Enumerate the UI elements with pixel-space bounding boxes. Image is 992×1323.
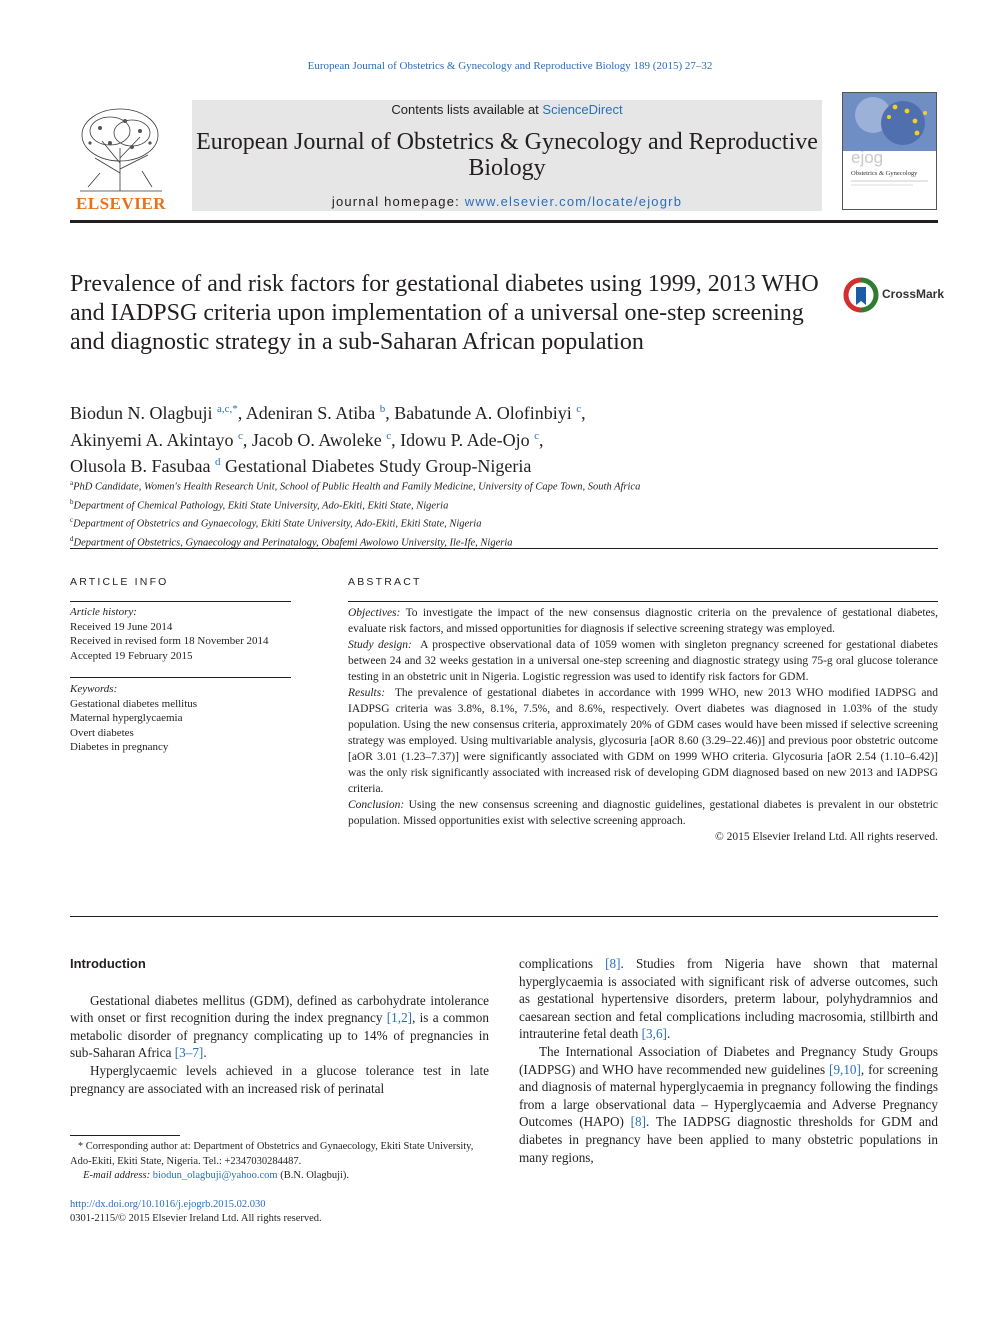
intro-paragraph-1 (70, 992, 489, 1062)
citation-link[interactable]: [1,2] (386, 1010, 413, 1026)
header-divider (70, 220, 938, 223)
article-history-label: Article history: (70, 606, 137, 618)
doi-link[interactable]: http://dx.doi.org/10.1016/j.ejogrb.2015.02.030 (70, 1199, 266, 1210)
keyword-item: Gestational diabetes mellitus (70, 697, 198, 710)
author-separator: , (242, 429, 252, 450)
abstract-results (348, 685, 938, 797)
text-run: Gestational diabetes mellitus (GDM), defined as carbohydrate intolerance with onset or first recognition during the index pregnancy (70, 992, 489, 1026)
author-separator: , (539, 429, 544, 450)
journal-homepage-line (192, 194, 822, 209)
author-separator: , (385, 403, 395, 423)
results-label: Results: (348, 687, 386, 699)
history-date: Accepted 19 February 2015 (70, 649, 193, 662)
article-info-heading: ARTICLE INFO (70, 576, 169, 588)
text-run: The International Association of Diabetes and Pregnancy Study Groups (IADPSG) and WHO have recommended new guidelines (519, 1043, 938, 1077)
design-label: Study design: (348, 639, 412, 651)
keywords-block (70, 682, 300, 755)
email-suffix: (B.N. Olagbuji). (277, 1170, 350, 1181)
homepage-prefix: journal homepage: (331, 194, 465, 209)
keyword-item: Overt diabetes (70, 726, 134, 739)
author-name[interactable]: Olusola B. Fasubaa (70, 456, 211, 476)
text-run: . The IADPSG diagnostic thresholds for GDM and diabetes in pregnancy have been applied to many obstetric populations in many regions, (519, 1114, 938, 1165)
intro-paragraph-2-continued (519, 955, 938, 1043)
author-list (70, 398, 850, 478)
abstract-bottom-divider (70, 916, 938, 917)
body-column-left (70, 955, 489, 1097)
journal-homepage-link[interactable]: www.elsevier.com/locate/ejogrb (464, 194, 683, 209)
corresponding-text: Corresponding author at: Department of Obstetrics and Gynaecology, Ekiti State University, Ado-Ekiti, Ekiti State, Nigeria. Tel.: +2347030284487. (70, 1141, 474, 1167)
affiliation-text: Department of Obstetrics, Gynaecology and Perinatalogy, Obafemi Awolowo University, Ile-Ife, Nigeria (73, 537, 513, 548)
abstract-objectives (348, 605, 938, 637)
text-run: . Studies from Nigeria have shown that maternal hyperglycaemia is associated with significant risk of adverse outcomes, such as gestational hypertensive disorders, preterm labour, polyhydramnios and caesarean section and fetal complications including macrosomia, stillbirth and intrauterine fetal death (519, 956, 939, 1042)
affiliation-item (70, 513, 870, 532)
cover-title: ejog (851, 148, 884, 167)
author-separator: , (237, 403, 246, 423)
footnote-star: * (77, 1141, 84, 1152)
author-affiliation-marker[interactable]: c (576, 403, 582, 415)
corresponding-note (70, 1140, 489, 1169)
affiliation-item (70, 495, 870, 514)
affiliations-list (70, 476, 870, 550)
journal-cover-thumbnail[interactable] (842, 92, 937, 210)
abstract-divider (348, 601, 938, 602)
contents-line (192, 102, 822, 117)
author-separator: , (391, 429, 401, 450)
issn-copyright: 0301-2115/© 2015 Elsevier Ireland Ltd. All rights reserved. (70, 1213, 322, 1224)
footnote-divider (70, 1135, 180, 1136)
email-link[interactable]: biodun_olagbuji@yahoo.com (152, 1170, 278, 1181)
intro-paragraph-2: Hyperglycaemic levels achieved in a glucose tolerance test in late pregnancy are associated with an increased risk of perinatal (70, 1062, 489, 1096)
cover-subtitle: Obstetrics & Gynecology (851, 170, 918, 177)
abstract-copyright: © 2015 Elsevier Ireland Ltd. All rights reserved. (714, 831, 938, 843)
design-text: A prospective observational data of 1059 women with singleton pregnancy screened for gestational diabetes between 24 and 32 weeks gestation in a universal one-step screening and diagnostic strategy using 75-g oral glucose tolerance testing in an obstetric unit in Nigeria. Logistic regression was used to identify risk factors for GDM. (348, 639, 938, 683)
citation-link[interactable]: [3,6] (641, 1026, 667, 1042)
article-info-divider (70, 601, 291, 602)
conclusion-text: Using the new consensus screening and diagnostic guidelines, gestational diabetes is prevalent in our obstetric population. Missed opportunities exist with selective screening approach. (348, 799, 938, 827)
keywords-divider (70, 677, 291, 678)
article-history (70, 605, 300, 663)
citation-link[interactable]: [8] (605, 956, 621, 971)
author-affiliation-marker[interactable]: a,c,* (217, 403, 238, 415)
author-separator: , (581, 403, 586, 423)
abstract-heading: ABSTRACT (348, 576, 422, 588)
email-label: E-mail address: (83, 1170, 153, 1181)
email-note (70, 1169, 489, 1184)
history-date: Received in revised form 18 November 2014 (70, 635, 269, 647)
affiliation-text: Department of Obstetrics and Gynaecology, Ekiti State University, Ado-Ekiti, Ekiti State, Nigeria (73, 518, 482, 530)
objectives-text: To investigate the impact of the new consensus diagnostic criteria on the prevalence of gestational diabetes, evaluate risk factors, and missed opportunities for diagnosis if selective screening strategy was employed. (348, 607, 938, 635)
citation-link[interactable]: [8] (630, 1114, 647, 1130)
crossmark-icon (842, 276, 880, 314)
author-name[interactable]: Gestational Diabetes Study Group-Nigeria (224, 456, 532, 476)
contents-prefix: Contents lists available at (391, 102, 543, 117)
body-column-right (519, 955, 938, 1166)
text-run: . (203, 1045, 207, 1061)
author-name[interactable]: Babatunde A. Olofinbiyi (394, 403, 572, 423)
history-date: Received 19 June 2014 (70, 620, 173, 633)
results-text: The prevalence of gestational diabetes in accordance with 1999 WHO, new 2013 WHO modified IADPSG and IADPSG criteria was 3.8%, 8.1%, 7.5%, and 8.6%, respectively. Overt diabetes was diagnosed in 1.03% of the study population. Using the new consensus criteria, approximately 20% of GDM cases would have been missed if selective screening strategy was employed. Using multivariable analysis, glycosuria [aOR 8.60 (3.29–22.46)] and previous poor obstetric outcome [aOR 3.01 (1.23–7.37)] were significantly associated with GDM on 1999 WHO criteria. Glycosuria [aOR 2.54 (1.10–6.42)] was the only risk significantly associated with increased risk of developing GDM diagnosed based on new 2013 and IADPSG criteria. (348, 687, 938, 795)
keyword-item: Diabetes in pregnancy (70, 741, 169, 753)
crossmark-badge[interactable] (842, 276, 952, 314)
author-affiliation-marker[interactable]: b (379, 403, 386, 415)
corresponding-author-footnote (70, 1140, 489, 1184)
text-run: , is a common metabolic disorder of pregnancy complicating up to 14% of pregnancies in sub-Saharan Africa (70, 1010, 489, 1061)
affiliation-item (70, 476, 870, 495)
intro-paragraph-3 (519, 1043, 938, 1166)
text-run: . (666, 1026, 671, 1042)
author-affiliation-marker[interactable]: c (534, 429, 539, 442)
affiliation-text: Department of Chemical Pathology, Ekiti State University, Ado-Ekiti, Ekiti State, Nigeria (73, 500, 449, 511)
affiliation-key: b (70, 497, 74, 506)
affiliation-key: c (70, 516, 74, 524)
author-name[interactable]: Idowu P. Ade-Ojo (400, 429, 530, 450)
conclusion-label: Conclusion: (348, 799, 405, 811)
introduction-heading: Introduction (70, 956, 146, 971)
text-run: complications (519, 956, 606, 971)
objectives-label: Objectives: (348, 607, 401, 619)
abstract-conclusion (348, 797, 938, 829)
author-name[interactable]: Biodun N. Olagbuji (70, 403, 213, 423)
keywords-label: Keywords: (70, 683, 118, 695)
author-name[interactable]: Jacob O. Awoleke (251, 429, 382, 450)
citation-link[interactable]: [9,10] (829, 1061, 861, 1077)
affiliation-key: d (70, 534, 74, 543)
author-affiliation-marker[interactable]: c (238, 429, 243, 442)
article-title: Prevalence of and risk factors for gestational diabetes using 1999, 2013 WHO and IADPSG criteria upon implementation of a universal one-step screening and diagnostic strategy in a sub-Saharan African population (70, 271, 819, 355)
author-affiliation-marker[interactable]: c (386, 429, 392, 442)
text-run: , for screening and diagnosis of maternal hyperglycaemia in pregnancy following the findings from a large observational data – Hyperglycaemia and Adverse Pregnancy Outcomes (HAPO) (519, 1061, 938, 1130)
sciencedirect-link[interactable]: ScienceDirect (542, 102, 623, 117)
author-name[interactable]: Adeniran S. Atiba (245, 403, 376, 423)
journal-reference-link[interactable]: European Journal of Obstetrics & Gynecology and Reproductive Biology 189 (2015) 27–32 (307, 60, 713, 72)
citation-link[interactable]: [3–7] (174, 1045, 204, 1061)
journal-title: European Journal of Obstetrics & Gynecology and Reproductive Biology (196, 129, 818, 181)
article-history-list (70, 620, 300, 664)
front-matter-divider (70, 548, 938, 549)
affiliation-key: a (70, 479, 74, 487)
affiliation-text: PhD Candidate, Women's Health Research Unit, School of Public Health and Family Medicine, University of Cape Town, South Africa (73, 481, 641, 493)
author-name[interactable]: Akinyemi A. Akintayo (70, 429, 234, 450)
keywords-list (70, 697, 300, 755)
author-affiliation-marker[interactable]: d (214, 456, 221, 468)
crossmark-label: CrossMark (882, 287, 945, 301)
abstract-design (348, 637, 938, 685)
keyword-item: Maternal hyperglycaemia (70, 712, 183, 724)
elsevier-wordmark: ELSEVIER (76, 194, 166, 213)
journal-cover-image (843, 93, 936, 209)
abstract-body (348, 605, 938, 845)
